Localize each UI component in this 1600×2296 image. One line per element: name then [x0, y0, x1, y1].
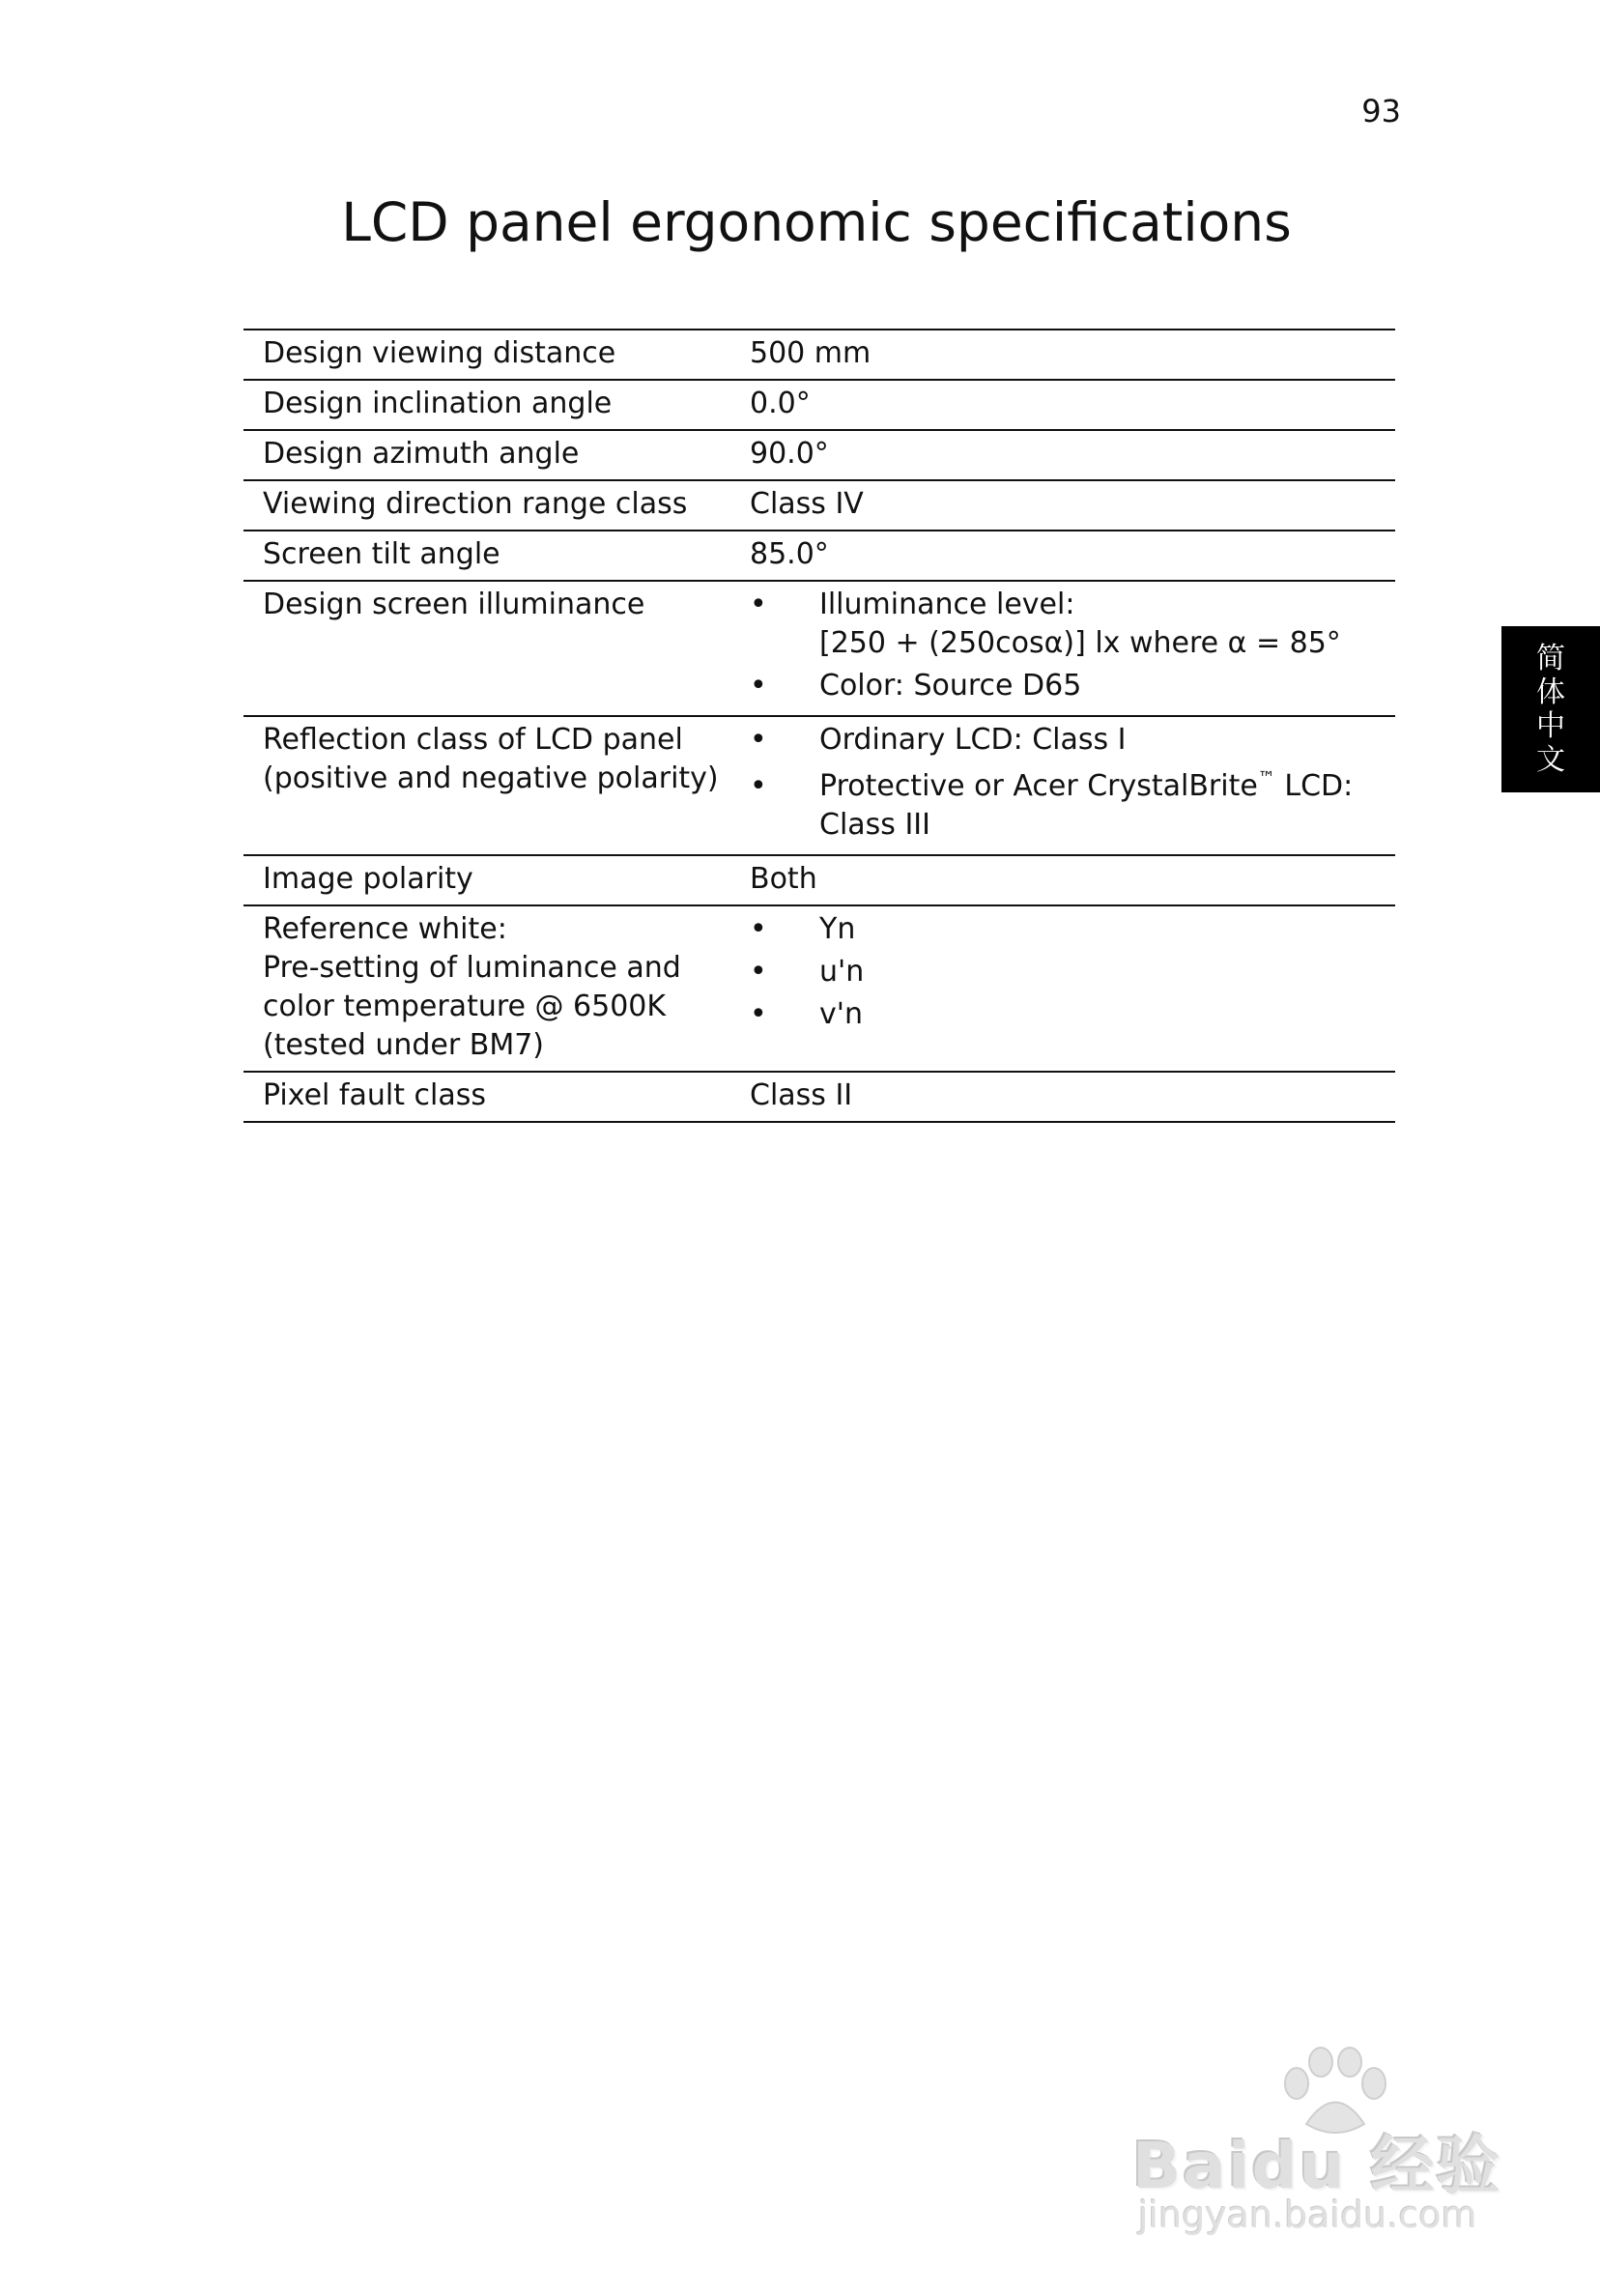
language-tab-char: 体: [1536, 675, 1565, 709]
bullet-list: [750, 586, 1395, 705]
label-line: Image polarity: [263, 862, 473, 896]
label-line: Pre-setting of luminance and: [263, 951, 681, 985]
label-line: Design azimuth angle: [263, 437, 580, 471]
table-row: [243, 581, 1395, 716]
bullet-item: [750, 721, 1395, 760]
bullet-line: [250 + (250cosα)] lx where α = 85°: [819, 626, 1341, 660]
language-tab-char: 中: [1536, 709, 1565, 743]
table-row: [243, 430, 1395, 480]
row-value: Class II: [734, 1072, 1395, 1122]
language-tab-char: 简: [1536, 642, 1565, 675]
label-line: Viewing direction range class: [263, 487, 688, 521]
bullet-line: • u'n: [819, 955, 865, 989]
label-line: Design screen illuminance: [263, 588, 645, 621]
bullet-item: [750, 767, 1395, 845]
bullet-list: [750, 721, 1395, 845]
table-row: [243, 480, 1395, 531]
row-label: [243, 531, 734, 581]
language-tab-char: 文: [1536, 743, 1565, 777]
bullet-item: [750, 953, 1395, 991]
bullet-line: • Yn: [819, 912, 856, 946]
row-label: [243, 330, 734, 380]
bullet-line: • Illuminance level:: [819, 588, 1075, 621]
row-value: 500 mm: [734, 330, 1395, 380]
label-line: color temperature @ 6500K: [263, 990, 667, 1023]
watermark-brand: Baidu 经验: [1132, 2129, 1502, 2203]
row-value: Class IV: [734, 480, 1395, 531]
label-line: (positive and negative polarity): [263, 761, 719, 795]
row-value: [734, 716, 1395, 855]
watermark-url: jingyan.baidu.com: [1138, 2194, 1477, 2236]
table-row: [243, 380, 1395, 430]
bullet-item: [750, 995, 1395, 1034]
page-title: LCD panel ergonomic specifications: [341, 191, 1292, 253]
bullet-item: [750, 586, 1395, 663]
spec-table: [243, 329, 1395, 1123]
row-label: [243, 581, 734, 716]
bullet-item: [750, 667, 1395, 705]
product-name: Protective or Acer CrystalBrite: [819, 769, 1258, 803]
row-label: [243, 716, 734, 855]
row-value: [734, 581, 1395, 716]
bullet-line: • v'n: [819, 997, 864, 1031]
bullet-list: [750, 910, 1395, 1034]
row-value: 90.0°: [734, 430, 1395, 480]
row-value: 85.0°: [734, 531, 1395, 581]
row-label: [243, 855, 734, 905]
row-label: [243, 905, 734, 1072]
bullet-line: • Color: Source D65: [819, 669, 1082, 703]
trademark-symbol: ™: [1257, 768, 1275, 789]
row-label: [243, 1072, 734, 1122]
product-suffix: LCD:: [1274, 769, 1354, 803]
bullet-line: [819, 767, 1395, 806]
row-value: Both: [734, 855, 1395, 905]
label-line: Pixel fault class: [263, 1078, 486, 1112]
bullet-line: • Ordinary LCD: Class I: [819, 723, 1127, 757]
bullet-line: Class III: [819, 808, 931, 842]
label-line: Design inclination angle: [263, 387, 613, 420]
table-row: [243, 1072, 1395, 1122]
baidu-watermark: [1132, 2047, 1519, 2240]
bullet-item: [750, 910, 1395, 949]
table-row: [243, 716, 1395, 855]
label-line: Reference white:: [263, 912, 507, 946]
label-line: Screen tilt angle: [263, 537, 500, 571]
table-row: [243, 531, 1395, 581]
page-number: 93: [1361, 93, 1401, 129]
table-row: [243, 905, 1395, 1072]
label-line: Design viewing distance: [263, 336, 616, 370]
table-row: [243, 330, 1395, 380]
row-label: [243, 480, 734, 531]
table-row: [243, 855, 1395, 905]
row-label: [243, 380, 734, 430]
label-line: Reflection class of LCD panel: [263, 723, 683, 757]
row-value: [734, 905, 1395, 1072]
label-line: (tested under BM7): [263, 1028, 545, 1062]
row-label: [243, 430, 734, 480]
row-value: 0.0°: [734, 380, 1395, 430]
language-tab: [1501, 626, 1600, 792]
